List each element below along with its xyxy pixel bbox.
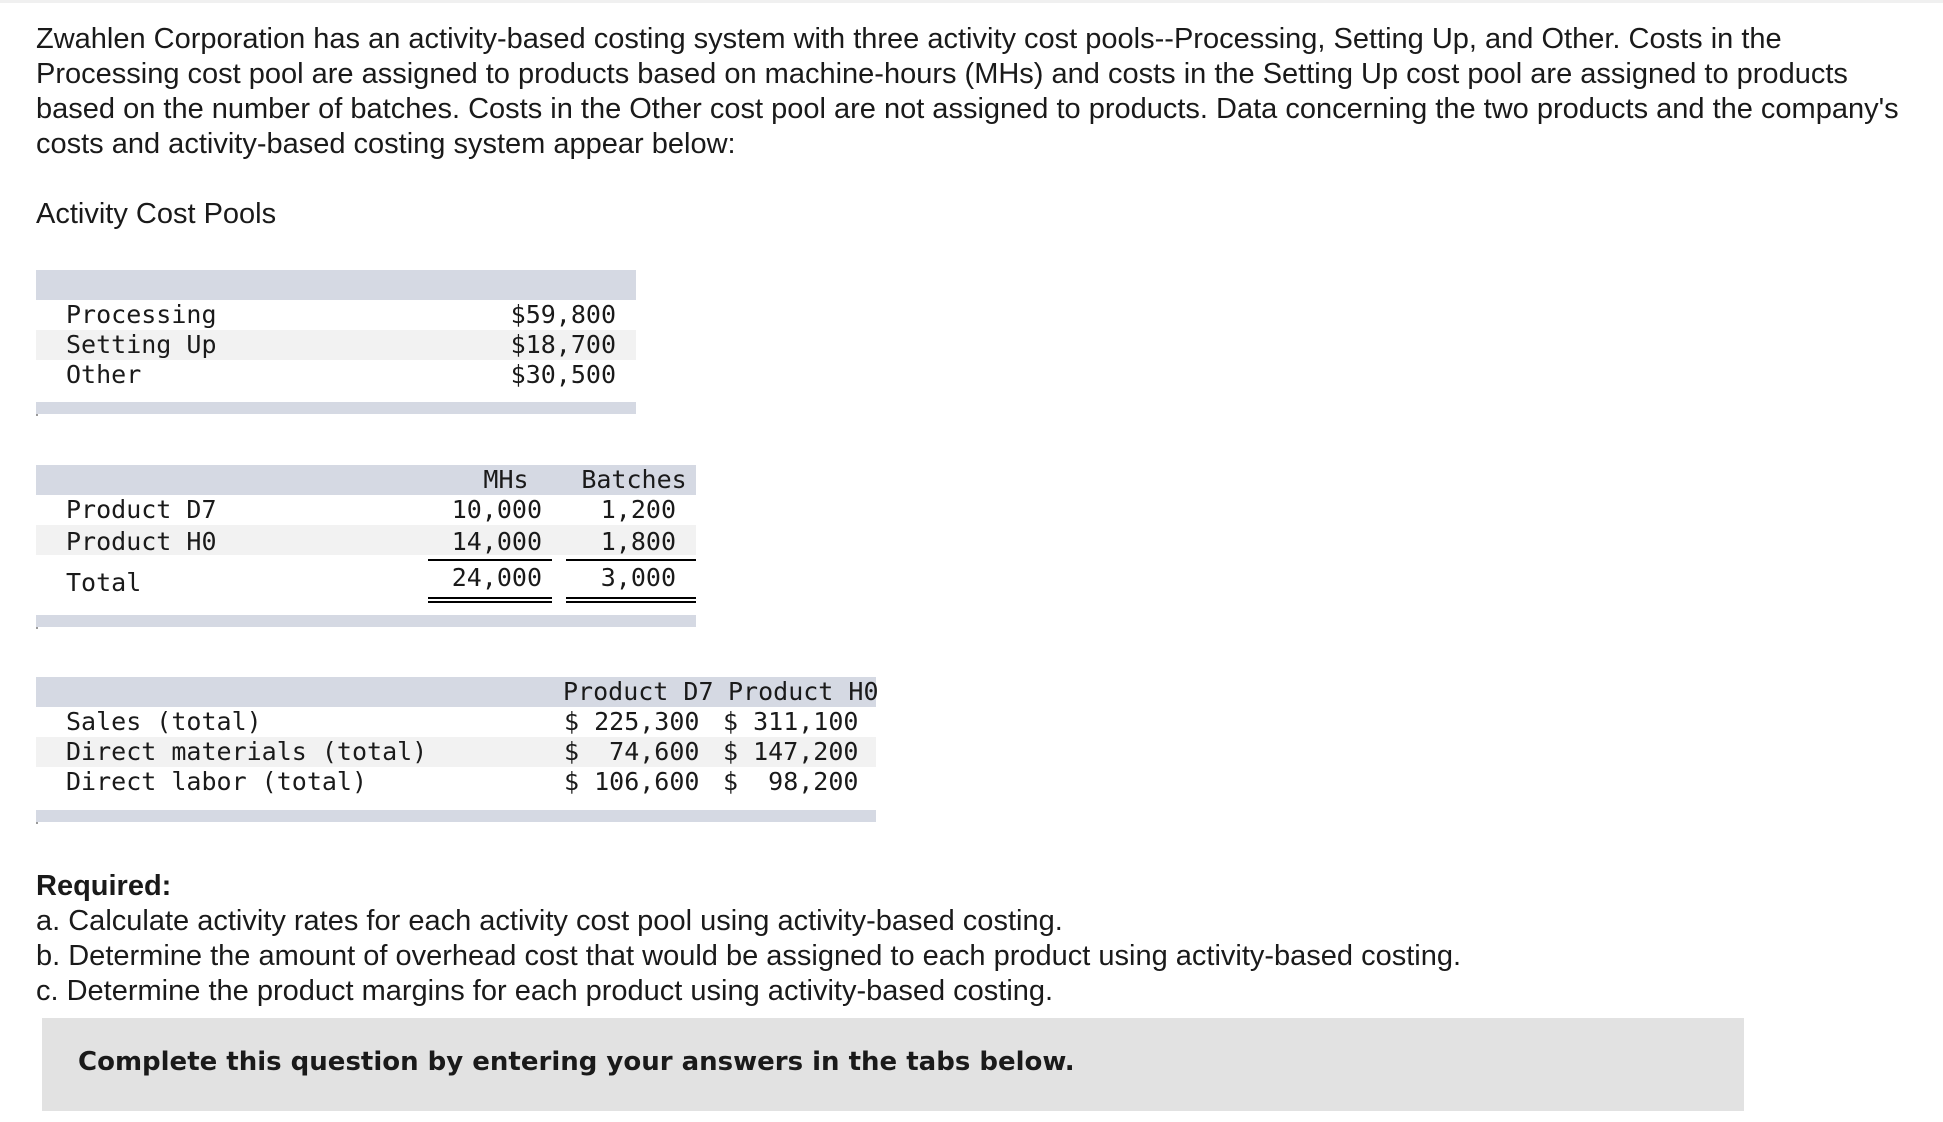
table-footer-band (36, 810, 876, 822)
top-divider (0, 0, 1943, 3)
column-header-batches: Batches (581, 465, 687, 494)
table-footer-band (36, 402, 636, 414)
column-header-d7: Product D7 (563, 677, 714, 706)
d7-value: $ 74,600 (564, 737, 700, 766)
required-section (36, 869, 1736, 1009)
cost-pool-label: Other (66, 360, 142, 389)
product-label: Product H0 (66, 527, 217, 556)
column-header-h0: Product H0 (728, 677, 879, 706)
table-header-band (36, 270, 636, 300)
subtotal-underline (566, 559, 696, 561)
financial-label: Sales (total) (66, 707, 262, 736)
d7-value: $ 225,300 (564, 707, 700, 736)
financial-label: Direct labor (total) (66, 767, 368, 796)
batches-total: 3,000 (600, 563, 676, 592)
section-title: Activity Cost Pools (36, 198, 277, 230)
mhs-value: 14,000 (451, 527, 542, 556)
cost-pool-amount: $30,500 (510, 360, 616, 389)
total-double-underline (566, 597, 696, 599)
table-footer-band (36, 615, 696, 627)
product-label: Product D7 (66, 495, 217, 524)
d7-value: $ 106,600 (564, 767, 700, 796)
cost-pool-label: Processing (66, 300, 217, 329)
batches-value: 1,200 (600, 495, 676, 524)
required-label: Required: (36, 870, 172, 902)
cost-pools-table (36, 270, 636, 420)
column-header-mhs: MHs (483, 465, 529, 494)
required-item-b: b. Determine the amount of overhead cost that would be assigned to each product using activity-based costing. (36, 940, 1462, 972)
mhs-total: 24,000 (451, 563, 542, 592)
cost-pool-label: Setting Up (66, 330, 217, 359)
h0-value: $ 98,200 (723, 767, 859, 796)
total-label: Total (66, 568, 142, 597)
required-item-a: a. Calculate activity rates for each activity cost pool using activity-based costing. (36, 905, 1063, 937)
h0-value: $ 147,200 (723, 737, 859, 766)
instruction-banner (42, 1018, 1744, 1111)
subtotal-underline (428, 559, 552, 561)
financials-table (36, 677, 879, 827)
intro-paragraph: Zwahlen Corporation has an activity-based costing system with three activity cost pools--Processing, Setting Up, and Other. Costs in the Processing cost pool are assigned to products based on machine-hours (MHs) and costs in the Setting Up cost pool are assigned to products based on the number of batches. Costs in the Other cost pool are not assigned to products. Data concerning the two products and the company's costs and activity-based costing system appear below: (36, 23, 1899, 160)
batches-value: 1,800 (600, 527, 676, 556)
total-double-underline (428, 597, 552, 599)
h0-value: $ 311,100 (723, 707, 859, 736)
activity-table (36, 465, 696, 645)
mhs-value: 10,000 (451, 495, 542, 524)
cost-pool-amount: $59,800 (510, 300, 616, 329)
cost-pool-amount: $18,700 (510, 330, 616, 359)
financial-label: Direct materials (total) (66, 737, 428, 766)
banner-text: Complete this question by entering your answers in the tabs below. (78, 1047, 1075, 1077)
total-double-underline (566, 601, 696, 603)
required-item-c: c. Determine the product margins for each product using activity-based costing. (36, 975, 1054, 1007)
total-double-underline (428, 601, 552, 603)
